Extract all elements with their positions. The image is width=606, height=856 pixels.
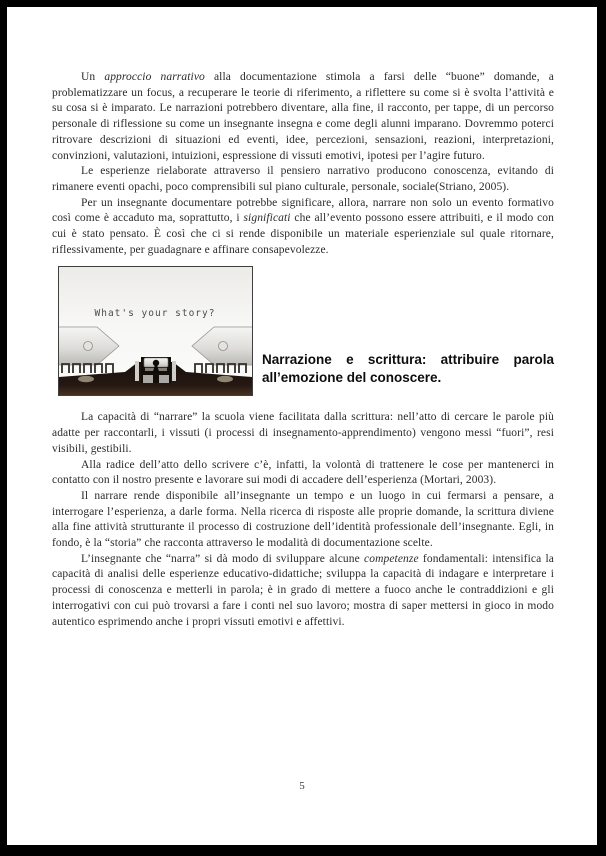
paragraph: Le esperienze rielaborate attraverso il pensiero narrativo producono conoscenza, evitando di rimanere eventi opachi, poco comprensibili sul piano culturale, personale, sociale(Striano, 2005). — [52, 165, 554, 193]
figure-and-heading-row — [58, 266, 554, 396]
document-page — [7, 7, 597, 845]
paragraph: L’insegnante che “narra” si dà modo di sviluppare alcune competenze fondamentali: intensifica la capacità di analisi delle esperienze educativo-didattiche; sviluppa la capacità di indagare e interpretare i processi di conoscenza e metterli in parola; è in grado di mettere a fuoco anche le contraddizioni e gli interrogativi con cui può trovarsi a fare i conti nel suo lavoro; mostra di saper mettersi in gioco in modo autentico esprimendo anche i propri vissuti emotivi e affettivi. — [52, 552, 554, 628]
type-mechanism — [135, 357, 176, 383]
top-text-block — [52, 70, 554, 258]
paragraph: Il narrare rende disponibile all’insegnante un tempo e un luogo in cui fermarsi a pensare, a interrogare l’esperienza, a darle forma. Nella ricerca di risposte alle proprie domande, la scrittura diviene alla fine attività strutturante il processo di costruzione dell’identità professionale dell’insegnante. Egli, in fondo, è la “storia” che racconta attraverso le modalità di documentazione scelte. — [52, 489, 554, 550]
typewriter-image — [58, 266, 253, 396]
paragraph: La capacità di “narrare” la scuola viene facilitata dalla scrittura: nell’atto di cercare le parole più adatte per raccontarli, i vissuti (i processi di insegnamento-apprendimento) vengono messi “fuori”, resi visibili, gestibili. — [52, 411, 554, 455]
paragraph: Per un insegnante documentare potrebbe significare, allora, narrare non solo un evento formativo così come è accaduto ma, soprattutto, i significati che all’evento possono essere attribuiti, e il modo con cui è stato pensato. È così che ci si rende disponibile un materiale esperienziale sul quale ritornare, riflessivamente, per guadagnare e affinare consapevolezze. — [52, 196, 554, 256]
section-heading: Narrazione e scrittura: attribuire parola all’emozione del conoscere. — [262, 352, 554, 386]
paragraph: Un approccio narrativo alla documentazione stimola a farsi delle “buone” domande, a problematizzare un focus, a recuperare le teorie di riferimento, a riflettere su come si è svolta l’attività e su cosa si è imparato. Le narrazioni potrebbero diventare, alla fine, il racconto, per tappe, di un percorso personale di riflessione su come un insegnante insegna e come degli alunni imparano. Dovremmo poterci ritrovare descrizioni di situazioni ed eventi, idee, percezioni, sensazioni, reazioni, interpretazioni, convinzioni, valutazioni, intuizioni, espressione di vissuti emotivi, ipotesi per l’agire futuro. — [52, 71, 554, 162]
typewriter-caption-text: What's your story? — [94, 308, 216, 320]
paragraph: Alla radice dell’atto dello scrivere c’è, infatti, la volontà di trattenere le cose per mantenerci in contatto con il nostro presente e lavorare sui modi di accadere dell’esperienza (Mortari, 2003). — [52, 458, 554, 487]
heading-column — [262, 351, 554, 396]
page-number: 5 — [299, 780, 305, 792]
bottom-text-block — [52, 410, 554, 630]
typewriter-illustration — [59, 267, 252, 395]
